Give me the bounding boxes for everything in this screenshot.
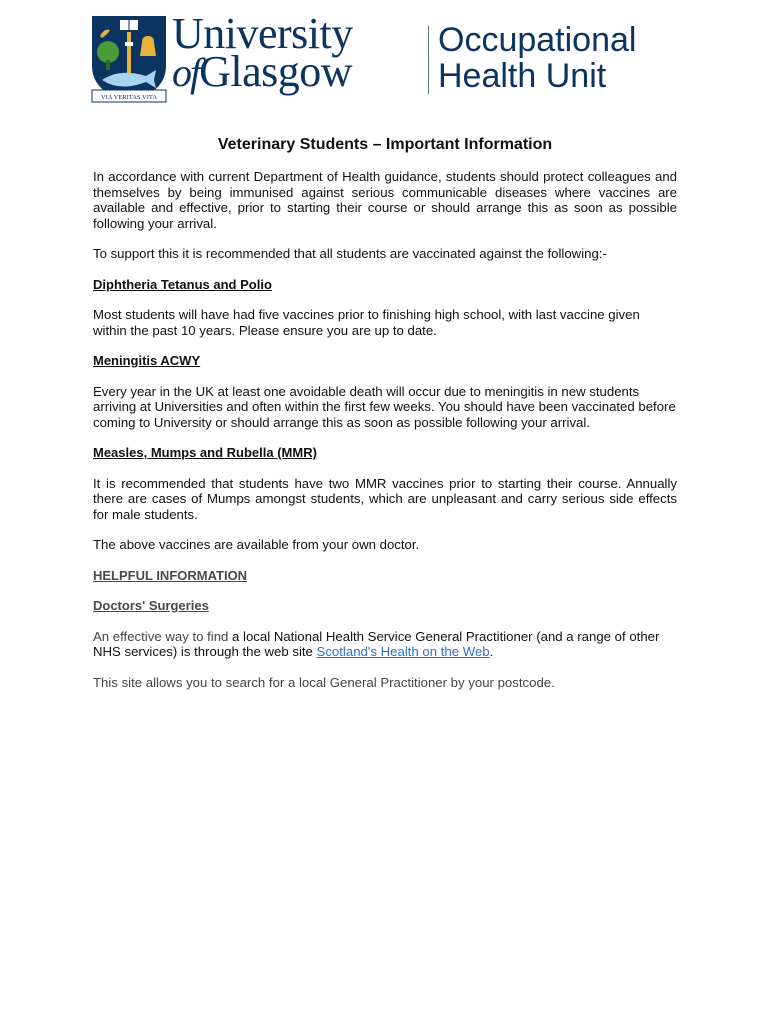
scotlands-health-link[interactable]: Scotland's Health on the Web [316,644,490,659]
nhs-paragraph-part1: An effective way to find [93,628,229,644]
university-name-glasgow: Glasgow [199,47,353,96]
support-paragraph: To support this it is recommended that all students are vaccinated against the following:- [93,246,607,261]
university-name-line2 [172,47,353,96]
unit-name-line1: Occupational [438,21,637,59]
section-body-meningitis: Every year in the UK at least one avoidable death will occur due to meningitis in new students arriving at Universities and often within the first few weeks. You should have been vaccinated before coming to University or should arrange this as soon as possible following your arrival. [93,383,676,430]
doctors-surgeries-heading: Doctors' Surgeries [93,598,209,613]
university-name [172,9,353,96]
helpful-information-heading: HELPFUL INFORMATION [93,567,248,583]
section-body-dtp: Most students will have had five vaccines prior to finishing high school, with last vaccine given within the past 10 years. Please ensure you are up to date. [93,307,640,338]
university-crest-icon [90,14,168,106]
nhs-paragraph [93,629,677,660]
svg-text:VIA VERITAS VITA: VIA VERITAS VITA [100,94,158,101]
postcode-paragraph: This site allows you to search for a local General Practitioner by your postcode. [93,674,555,690]
section-body-mmr: It is recommended that students have two MMR vaccines prior to starting their course. Annually there are cases of Mumps amongst students, which are unpleasant and carry serious side effects for male students. [93,475,677,522]
nhs-paragraph-part2: a local National Health Service General Practitioner (and a range of other NHS services) is through the web site [93,628,660,659]
university-name-line1: University [172,9,353,58]
nhs-paragraph-end: . [489,644,494,659]
letterhead [90,9,690,106]
section-heading-meningitis: Meningitis ACWY [93,353,201,368]
university-name-of: of [172,50,200,95]
section-heading-mmr: Measles, Mumps and Rubella (MMR) [93,445,317,460]
logo-divider [428,26,429,94]
unit-name-line2: Health Unit [438,57,607,95]
intro-paragraph: In accordance with current Department of Health guidance, students should protect colleagues and themselves by being immunised against serious communicable diseases where vaccines are available and effective, prior to starting their course or should arrange this as soon as possible following your arrival. [93,169,677,231]
availability-paragraph: The above vaccines are available from your own doctor. [93,537,420,552]
section-heading-dtp: Diphtheria Tetanus and Polio [93,276,272,292]
document-body [93,135,677,705]
unit-name [438,22,636,94]
document-title: Veterinary Students – Important Information [217,136,553,153]
